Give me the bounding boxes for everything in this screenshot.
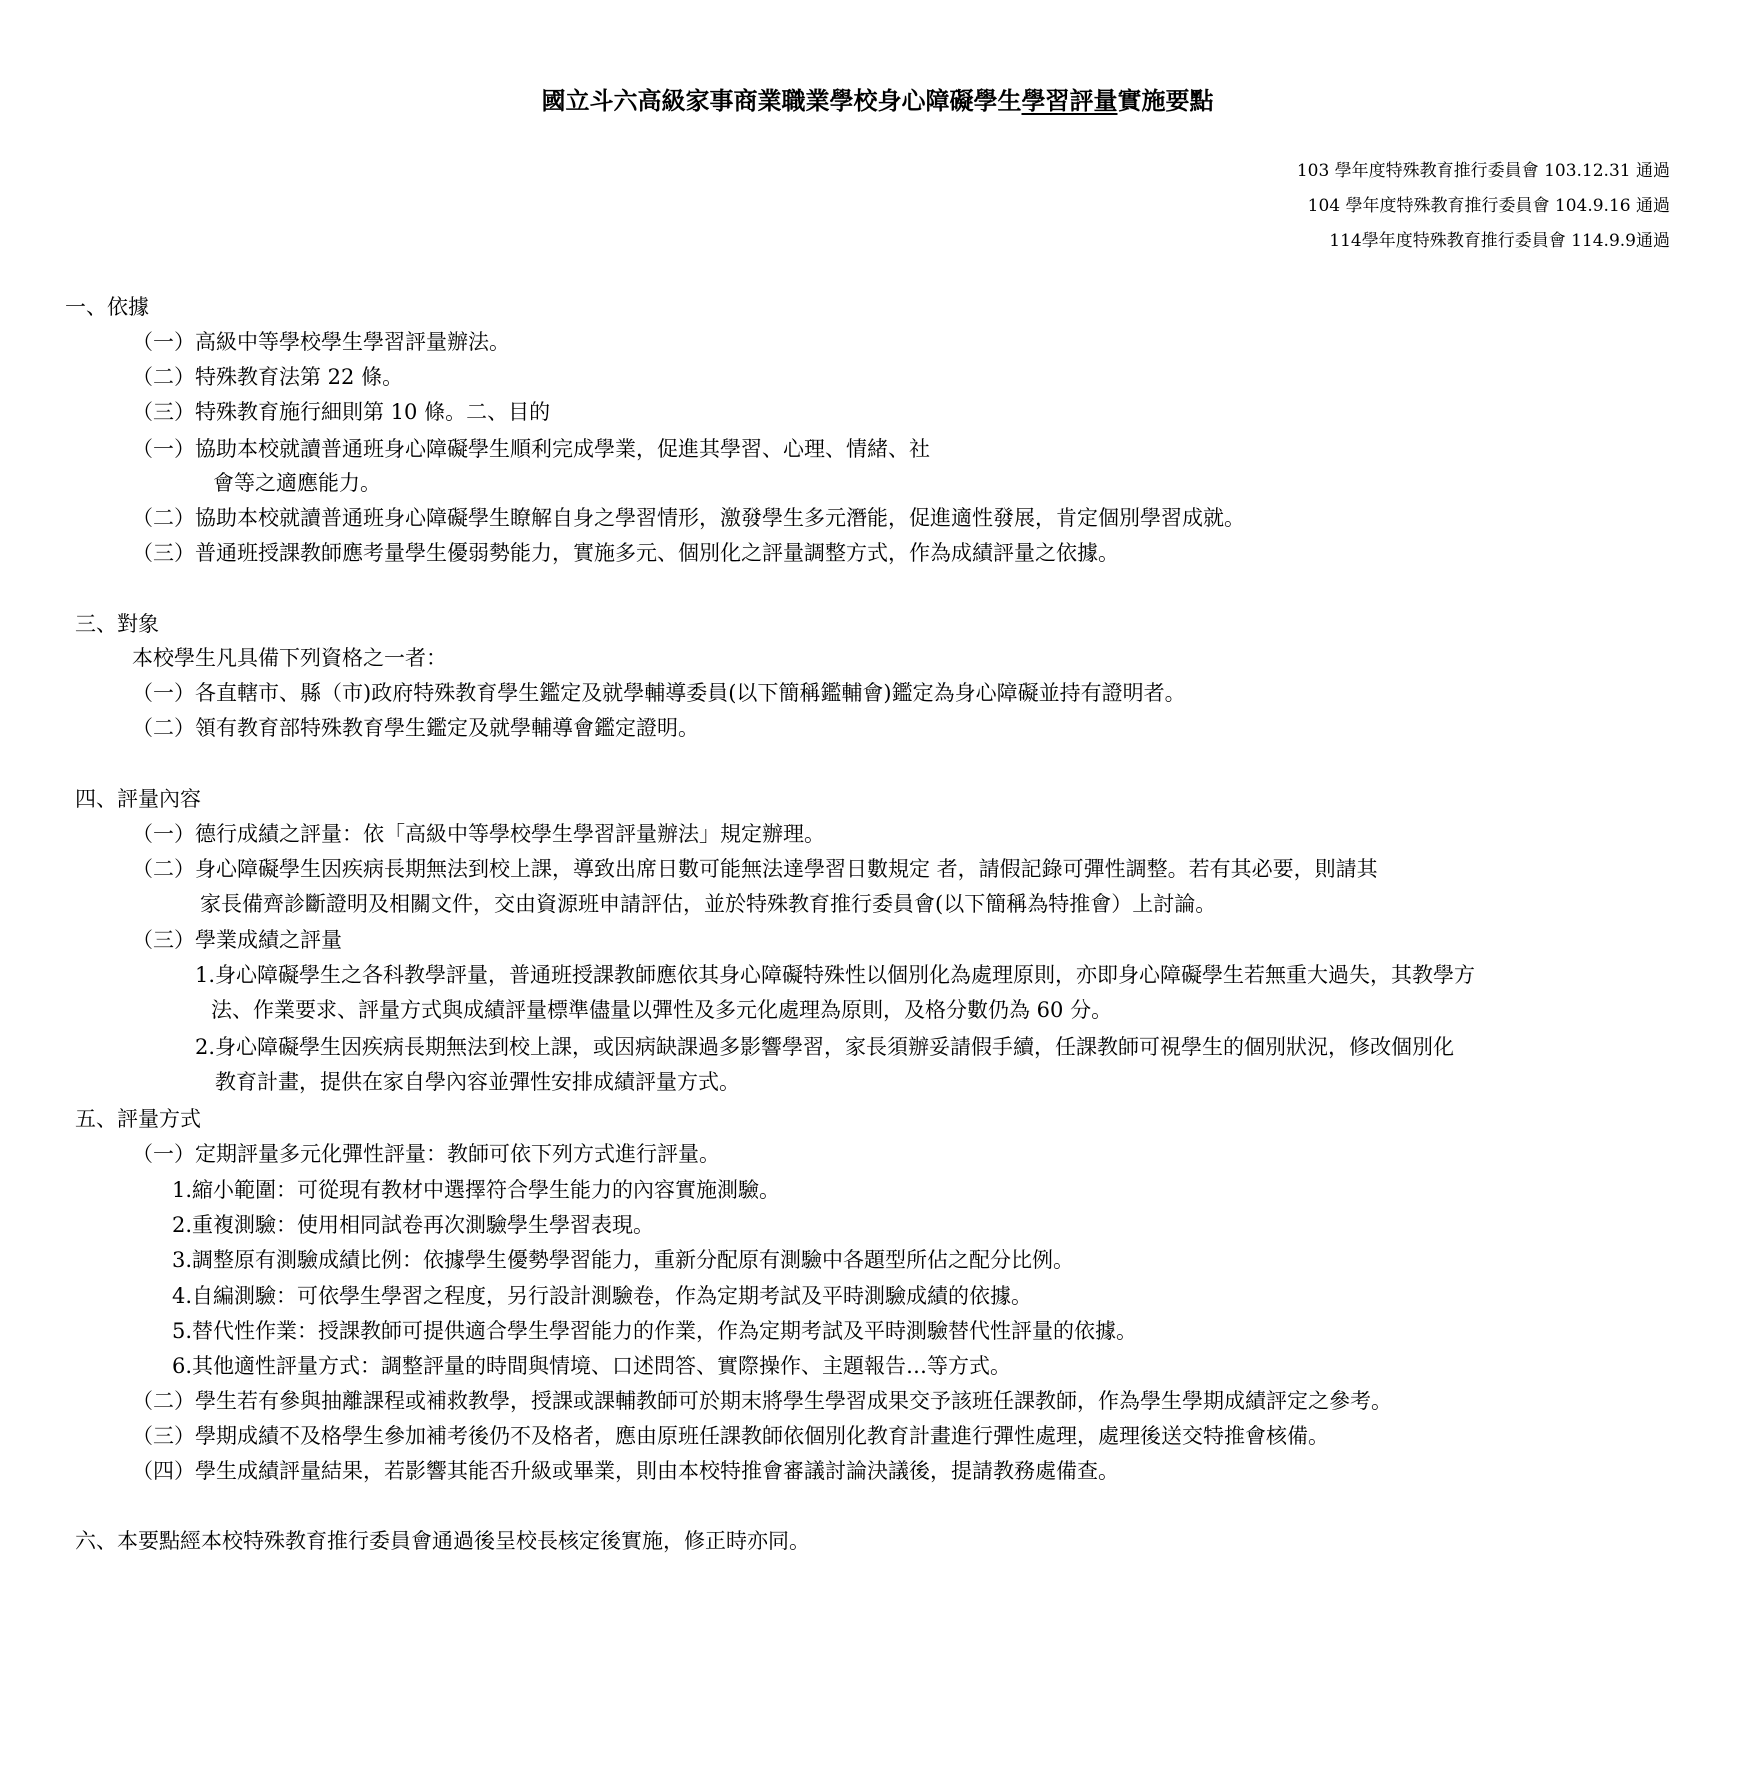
content-subitem-2-cont: 教育計畫，提供在家自學內容並彈性安排成績評量方式。: [215, 1070, 740, 1094]
purpose-item-2: （二）協助本校就讀普通班身心障礙學生瞭解自身之學習情形，激發學生多元潛能，促進適性發展，肯定個別學習成就。: [132, 506, 1245, 530]
title-prefix: 國立斗六高級家事商業職業學校身心障礙學生: [541, 86, 1022, 115]
approval-line-1: 103 學年度特殊教育推行委員會 103.12.31 通過: [1296, 161, 1670, 181]
basis-item-3: （三）特殊教育施行細則第 10 條。二、目的: [132, 400, 551, 424]
content-item-2: （二）身心障礙學生因疾病長期無法到校上課，導致出席日數可能無法達學習日數規定 者，請假記錄可彈性調整。若有其必要，則請其: [132, 857, 1378, 881]
purpose-item-3: （三）普通班授課教師應考量學生優弱勢能力，實施多元、個別化之評量調整方式，作為成績評量之依據。: [132, 541, 1119, 565]
methods-item-2: （二）學生若有參與抽離課程或補救教學，授課或課輔教師可於期末將學生學習成果交予該班任課教師，作為學生學期成績評定之參考。: [132, 1389, 1392, 1413]
content-subitem-1-cont: 法、作業要求、評量方式與成績評量標準儘量以彈性及多元化處理為原則，及格分數仍為 60 分。: [211, 998, 1113, 1022]
basis-item-2: （二）特殊教育法第 22 條。: [132, 365, 404, 389]
approval-line-2: 104 學年度特殊教育推行委員會 104.9.16 通過: [1307, 196, 1670, 216]
content-subitem-1: 1.身心障礙學生之各科教學評量，普通班授課教師應依其身心障礙特殊性以個別化為處理原則，亦即身心障礙學生若無重大過失，其教學方: [195, 963, 1476, 987]
title-underlined: 學習評量: [1021, 86, 1118, 115]
section-heading-basis: 一、依據: [65, 295, 149, 319]
content-item-1: （一）德行成績之評量：依「高級中等學校學生學習評量辦法」規定辦理。: [132, 822, 825, 846]
document-title: [0, 84, 1755, 118]
methods-subitem-5: 5.替代性作業：授課教師可提供適合學生學習能力的作業，作為定期考試及平時測驗替代性評量的依據。: [172, 1319, 1138, 1343]
content-item-3: （三）學業成績之評量: [132, 928, 342, 952]
target-item-1: （一）各直轄市、縣（市)政府特殊教育學生鑑定及就學輔導委員(以下簡稱鑑輔會)鑑定為身心障礙並持有證明者。: [132, 681, 1186, 705]
basis-item-1: （一）高級中等學校學生學習評量辦法。: [132, 330, 510, 354]
purpose-item-1-cont: 會等之適應能力。: [213, 471, 381, 495]
methods-subitem-6: 6.其他適性評量方式：調整評量的時間與情境、口述問答、實際操作、主題報告…等方式。: [172, 1354, 1012, 1378]
purpose-item-1: （一）協助本校就讀普通班身心障礙學生順利完成學業，促進其學習、心理、情緒、社: [132, 437, 930, 461]
methods-item-3: （三）學期成績不及格學生參加補考後仍不及格者，應由原班任課教師依個別化教育計畫進行彈性處理，處理後送交特推會核備。: [132, 1424, 1329, 1448]
methods-subitem-2: 2.重複測驗：使用相同試卷再次測驗學生學習表現。: [172, 1213, 655, 1237]
methods-item-4: （四）學生成績評量結果，若影響其能否升級或畢業，則由本校特推會審議討論決議後，提請教務處備查。: [132, 1459, 1119, 1483]
methods-subitem-3: 3.調整原有測驗成績比例：依據學生優勢學習能力，重新分配原有測驗中各題型所佔之配分比例。: [172, 1248, 1075, 1272]
methods-subitem-1: 1.縮小範圍：可從現有教材中選擇符合學生能力的內容實施測驗。: [172, 1178, 781, 1202]
section-closing: 六、本要點經本校特殊教育推行委員會通過後呈校長核定後實施，修正時亦同。: [75, 1529, 810, 1553]
methods-subitem-4: 4.自編測驗：可依學生學習之程度，另行設計測驗卷，作為定期考試及平時測驗成績的依據。: [172, 1284, 1033, 1308]
section-heading-methods: 五、評量方式: [75, 1107, 201, 1131]
methods-item-1: （一）定期評量多元化彈性評量：教師可依下列方式進行評量。: [132, 1142, 720, 1166]
section-heading-target: 三、對象: [75, 612, 159, 636]
section-heading-content: 四、評量內容: [75, 787, 201, 811]
target-intro: 本校學生凡具備下列資格之一者：: [132, 646, 447, 670]
approval-line-3: 114學年度特殊教育推行委員會 114.9.9通過: [1329, 231, 1670, 251]
target-item-2: （二）領有教育部特殊教育學生鑑定及就學輔導會鑑定證明。: [132, 716, 699, 740]
title-suffix: 實施要點: [1117, 86, 1214, 115]
content-subitem-2: 2.身心障礙學生因疾病長期無法到校上課，或因病缺課過多影響學習，家長須辦妥請假手續，任課教師可視學生的個別狀況，修改個別化: [195, 1035, 1455, 1059]
content-item-2-cont: 家長備齊診斷證明及相關文件，交由資源班申請評估，並於特殊教育推行委員會(以下簡稱為特推會）上討論。: [200, 892, 1217, 916]
